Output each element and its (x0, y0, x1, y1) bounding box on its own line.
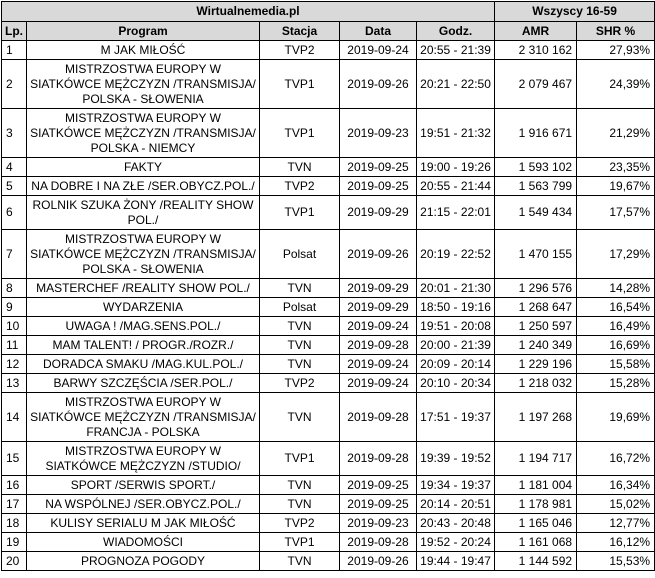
cell-stacja: TVN (260, 317, 340, 336)
cell-data: 2019-09-29 (340, 298, 417, 317)
cell-lp: 14 (2, 393, 27, 442)
cell-data: 2019-09-24 (340, 355, 417, 374)
cell-shr: 17,29% (577, 230, 655, 279)
group-header: Wszyscy 16-59 (495, 2, 655, 22)
cell-stacja: TVP1 (260, 109, 340, 158)
cell-stacja: Polsat (260, 230, 340, 279)
cell-amr: 2 310 162 (495, 41, 577, 60)
col-program: Program (27, 22, 260, 41)
cell-data: 2019-09-28 (340, 393, 417, 442)
cell-program: MISTRZOSTWA EUROPY W SIATKÓWCE MĘŻCZYZN /STUDIO/ (27, 442, 260, 476)
cell-godz: 21:15 - 22:01 (417, 196, 495, 230)
cell-amr: 1 549 434 (495, 196, 577, 230)
source-header: Wirtualnemedia.pl (2, 2, 495, 22)
table-row (2, 442, 655, 476)
cell-godz: 20:55 - 21:44 (417, 177, 495, 196)
cell-stacja: TVN (260, 495, 340, 514)
cell-godz: 20:21 - 22:50 (417, 60, 495, 109)
cell-godz: 19:51 - 21:32 (417, 109, 495, 158)
cell-program: FAKTY (27, 158, 260, 177)
cell-data: 2019-09-25 (340, 476, 417, 495)
table-row (2, 158, 655, 177)
cell-shr: 12,77% (577, 514, 655, 533)
cell-stacja: TVN (260, 552, 340, 571)
cell-lp: 11 (2, 336, 27, 355)
cell-data: 2019-09-24 (340, 317, 417, 336)
cell-stacja: TVN (260, 476, 340, 495)
cell-godz: 20:01 - 21:30 (417, 279, 495, 298)
cell-lp: 18 (2, 514, 27, 533)
cell-shr: 19,69% (577, 393, 655, 442)
cell-lp: 9 (2, 298, 27, 317)
cell-amr: 2 079 467 (495, 60, 577, 109)
cell-amr: 1 916 671 (495, 109, 577, 158)
ratings-table (1, 1, 655, 571)
cell-program: WIADOMOŚCI (27, 533, 260, 552)
cell-stacja: TVP2 (260, 177, 340, 196)
cell-data: 2019-09-24 (340, 41, 417, 60)
cell-amr: 1 229 196 (495, 355, 577, 374)
cell-lp: 16 (2, 476, 27, 495)
cell-godz: 19:00 - 19:26 (417, 158, 495, 177)
cell-program: NA WSPÓLNEJ /SER.OBYCZ.POL./ (27, 495, 260, 514)
cell-godz: 20:09 - 20:14 (417, 355, 495, 374)
cell-program: MISTRZOSTWA EUROPY W SIATKÓWCE MĘŻCZYZN /TRANSMISJA/ FRANCJA - POLSKA (27, 393, 260, 442)
cell-godz: 20:55 - 21:39 (417, 41, 495, 60)
cell-amr: 1 593 102 (495, 158, 577, 177)
cell-godz: 20:14 - 20:51 (417, 495, 495, 514)
table-row (2, 533, 655, 552)
cell-amr: 1 268 647 (495, 298, 577, 317)
table-row (2, 355, 655, 374)
cell-godz: 19:34 - 19:37 (417, 476, 495, 495)
cell-shr: 16,49% (577, 317, 655, 336)
cell-data: 2019-09-25 (340, 158, 417, 177)
table-row (2, 476, 655, 495)
cell-godz: 19:44 - 19:47 (417, 552, 495, 571)
table-row (2, 41, 655, 60)
cell-lp: 15 (2, 442, 27, 476)
cell-amr: 1 161 068 (495, 533, 577, 552)
col-stacja: Stacja (260, 22, 340, 41)
cell-stacja: TVP1 (260, 442, 340, 476)
col-amr: AMR (495, 22, 577, 41)
cell-shr: 16,69% (577, 336, 655, 355)
table-row (2, 552, 655, 571)
cell-data: 2019-09-28 (340, 336, 417, 355)
cell-shr: 15,28% (577, 374, 655, 393)
cell-program: UWAGA ! /MAG.SENS.POL./ (27, 317, 260, 336)
cell-program: ROLNIK SZUKA ŻONY /REALITY SHOW POL./ (27, 196, 260, 230)
cell-amr: 1 144 592 (495, 552, 577, 571)
table-row (2, 60, 655, 109)
cell-shr: 16,34% (577, 476, 655, 495)
cell-program: WYDARZENIA (27, 298, 260, 317)
cell-amr: 1 470 155 (495, 230, 577, 279)
cell-data: 2019-09-29 (340, 196, 417, 230)
col-godz: Godz. (417, 22, 495, 41)
cell-shr: 15,53% (577, 552, 655, 571)
cell-godz: 20:43 - 20:48 (417, 514, 495, 533)
cell-stacja: TVP1 (260, 60, 340, 109)
table-row (2, 374, 655, 393)
cell-data: 2019-09-26 (340, 60, 417, 109)
table-row (2, 177, 655, 196)
cell-stacja: TVP2 (260, 41, 340, 60)
cell-lp: 4 (2, 158, 27, 177)
cell-lp: 19 (2, 533, 27, 552)
cell-lp: 10 (2, 317, 27, 336)
table-row (2, 336, 655, 355)
cell-lp: 12 (2, 355, 27, 374)
cell-amr: 1 181 004 (495, 476, 577, 495)
cell-lp: 7 (2, 230, 27, 279)
cell-shr: 15,02% (577, 495, 655, 514)
cell-data: 2019-09-26 (340, 230, 417, 279)
table-row (2, 109, 655, 158)
cell-data: 2019-09-26 (340, 552, 417, 571)
cell-lp: 2 (2, 60, 27, 109)
cell-shr: 19,67% (577, 177, 655, 196)
cell-godz: 20:00 - 21:39 (417, 336, 495, 355)
cell-godz: 20:19 - 22:52 (417, 230, 495, 279)
cell-shr: 16,12% (577, 533, 655, 552)
cell-lp: 17 (2, 495, 27, 514)
cell-amr: 1 218 032 (495, 374, 577, 393)
cell-data: 2019-09-29 (340, 279, 417, 298)
cell-shr: 14,28% (577, 279, 655, 298)
cell-program: DORADCA SMAKU /MAG.KUL.POL./ (27, 355, 260, 374)
table-row (2, 317, 655, 336)
cell-stacja: TVN (260, 279, 340, 298)
cell-godz: 20:10 - 20:34 (417, 374, 495, 393)
cell-godz: 19:39 - 19:52 (417, 442, 495, 476)
cell-amr: 1 563 799 (495, 177, 577, 196)
table-row (2, 495, 655, 514)
cell-stacja: TVN (260, 158, 340, 177)
cell-stacja: TVN (260, 393, 340, 442)
cell-lp: 3 (2, 109, 27, 158)
cell-lp: 5 (2, 177, 27, 196)
cell-data: 2019-09-24 (340, 374, 417, 393)
cell-data: 2019-09-23 (340, 109, 417, 158)
cell-godz: 19:52 - 20:24 (417, 533, 495, 552)
cell-shr: 27,93% (577, 41, 655, 60)
cell-data: 2019-09-28 (340, 533, 417, 552)
cell-stacja: TVN (260, 355, 340, 374)
cell-program: M JAK MIŁOŚĆ (27, 41, 260, 60)
cell-shr: 17,57% (577, 196, 655, 230)
cell-amr: 1 194 717 (495, 442, 577, 476)
cell-program: NA DOBRE I NA ZŁE /SER.OBYCZ.POL./ (27, 177, 260, 196)
cell-shr: 16,54% (577, 298, 655, 317)
cell-shr: 24,39% (577, 60, 655, 109)
cell-amr: 1 250 597 (495, 317, 577, 336)
cell-shr: 15,58% (577, 355, 655, 374)
cell-stacja: TVP2 (260, 374, 340, 393)
table-row (2, 298, 655, 317)
cell-program: MISTRZOSTWA EUROPY W SIATKÓWCE MĘŻCZYZN /TRANSMISJA/ POLSKA - NIEMCY (27, 109, 260, 158)
cell-program: MASTERCHEF /REALITY SHOW POL./ (27, 279, 260, 298)
table-row (2, 196, 655, 230)
cell-program: MISTRZOSTWA EUROPY W SIATKÓWCE MĘŻCZYZN /TRANSMISJA/ POLSKA - SŁOWENIA (27, 230, 260, 279)
cell-shr: 16,72% (577, 442, 655, 476)
cell-program: SPORT /SERWIS SPORT./ (27, 476, 260, 495)
cell-godz: 19:51 - 20:08 (417, 317, 495, 336)
cell-program: BARWY SZCZĘŚCIA /SER.POL./ (27, 374, 260, 393)
table-row (2, 230, 655, 279)
cell-data: 2019-09-25 (340, 177, 417, 196)
table-row (2, 393, 655, 442)
cell-shr: 21,29% (577, 109, 655, 158)
cell-stacja: TVN (260, 336, 340, 355)
cell-data: 2019-09-28 (340, 442, 417, 476)
cell-data: 2019-09-23 (340, 514, 417, 533)
cell-lp: 20 (2, 552, 27, 571)
col-data: Data (340, 22, 417, 41)
col-shr: SHR % (577, 22, 655, 41)
cell-shr: 23,35% (577, 158, 655, 177)
table-row (2, 514, 655, 533)
cell-program: KULISY SERIALU M JAK MIŁOŚĆ (27, 514, 260, 533)
cell-godz: 18:50 - 19:16 (417, 298, 495, 317)
cell-amr: 1 240 349 (495, 336, 577, 355)
cell-lp: 1 (2, 41, 27, 60)
cell-amr: 1 296 576 (495, 279, 577, 298)
cell-stacja: TVP2 (260, 514, 340, 533)
cell-data: 2019-09-25 (340, 495, 417, 514)
cell-godz: 17:51 - 19:37 (417, 393, 495, 442)
cell-stacja: TVP1 (260, 533, 340, 552)
table-row (2, 279, 655, 298)
cell-lp: 6 (2, 196, 27, 230)
cell-stacja: Polsat (260, 298, 340, 317)
cell-amr: 1 197 268 (495, 393, 577, 442)
cell-amr: 1 165 046 (495, 514, 577, 533)
cell-program: MAM TALENT! / PROGR./ROZR./ (27, 336, 260, 355)
cell-stacja: TVP1 (260, 196, 340, 230)
cell-program: PROGNOZA POGODY (27, 552, 260, 571)
cell-lp: 13 (2, 374, 27, 393)
cell-amr: 1 178 981 (495, 495, 577, 514)
col-lp: Lp. (2, 22, 27, 41)
cell-lp: 8 (2, 279, 27, 298)
cell-program: MISTRZOSTWA EUROPY W SIATKÓWCE MĘŻCZYZN /TRANSMISJA/ POLSKA - SŁOWENIA (27, 60, 260, 109)
